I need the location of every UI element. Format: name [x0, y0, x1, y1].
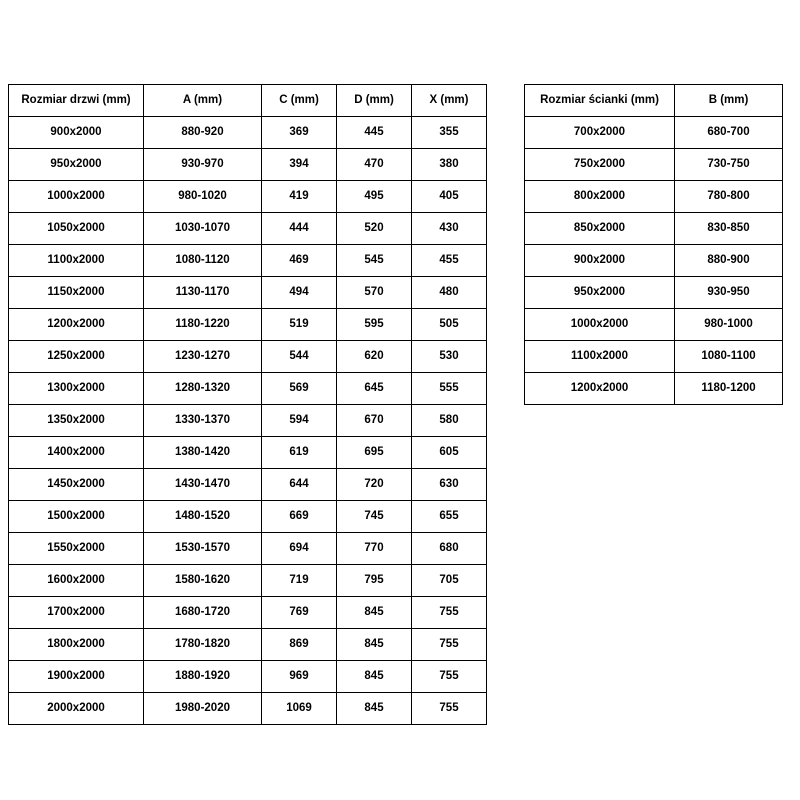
- table-row: [9, 117, 487, 149]
- table-cell: 850x2000: [525, 213, 675, 245]
- table-cell: 1330-1370: [144, 405, 262, 437]
- table-cell: 1530-1570: [144, 533, 262, 565]
- table-cell: 1080-1120: [144, 245, 262, 277]
- table-cell: 1130-1170: [144, 277, 262, 309]
- table-cell: 1600x2000: [9, 565, 144, 597]
- table-cell: 845: [337, 597, 412, 629]
- table-cell: 719: [262, 565, 337, 597]
- table-cell: 1680-1720: [144, 597, 262, 629]
- table-cell: 1000x2000: [525, 309, 675, 341]
- column-header: B (mm): [675, 85, 783, 117]
- column-header: D (mm): [337, 85, 412, 117]
- table-cell: 669: [262, 501, 337, 533]
- table-row: [525, 341, 783, 373]
- table-cell: 780-800: [675, 181, 783, 213]
- table-cell: 1050x2000: [9, 213, 144, 245]
- table-row: [525, 373, 783, 405]
- table-cell: 394: [262, 149, 337, 181]
- table-cell: 1430-1470: [144, 469, 262, 501]
- table-cell: 1180-1220: [144, 309, 262, 341]
- table-row: [9, 309, 487, 341]
- table-header-row: [525, 85, 783, 117]
- table-row: [9, 181, 487, 213]
- table-cell: 680-700: [675, 117, 783, 149]
- table-cell: 880-900: [675, 245, 783, 277]
- table-cell: 769: [262, 597, 337, 629]
- table-row: [9, 341, 487, 373]
- table-cell: 405: [412, 181, 487, 213]
- table-cell: 930-970: [144, 149, 262, 181]
- table-cell: 1150x2000: [9, 277, 144, 309]
- table-cell: 930-950: [675, 277, 783, 309]
- table-cell: 745: [337, 501, 412, 533]
- table-cell: 1400x2000: [9, 437, 144, 469]
- table-row: [9, 437, 487, 469]
- table-cell: 1450x2000: [9, 469, 144, 501]
- column-header: Rozmiar ścianki (mm): [525, 85, 675, 117]
- table-cell: 1080-1100: [675, 341, 783, 373]
- column-header: C (mm): [262, 85, 337, 117]
- table-cell: 544: [262, 341, 337, 373]
- table-row: [525, 213, 783, 245]
- table-row: [9, 405, 487, 437]
- column-header: Rozmiar drzwi (mm): [9, 85, 144, 117]
- table-cell: 580: [412, 405, 487, 437]
- table-row: [9, 629, 487, 661]
- table-cell: 1030-1070: [144, 213, 262, 245]
- table-cell: 1100x2000: [525, 341, 675, 373]
- table-cell: 720: [337, 469, 412, 501]
- table-cell: 980-1000: [675, 309, 783, 341]
- table-cell: 1350x2000: [9, 405, 144, 437]
- table-cell: 969: [262, 661, 337, 693]
- table-cell: 1250x2000: [9, 341, 144, 373]
- table-cell: 1380-1420: [144, 437, 262, 469]
- table-cell: 1550x2000: [9, 533, 144, 565]
- table-cell: 619: [262, 437, 337, 469]
- table-cell: 355: [412, 117, 487, 149]
- table-cell: 595: [337, 309, 412, 341]
- table-cell: 455: [412, 245, 487, 277]
- table-cell: 845: [337, 629, 412, 661]
- walls-table-head: [525, 85, 783, 117]
- table-row: [525, 181, 783, 213]
- table-cell: 630: [412, 469, 487, 501]
- table-cell: 444: [262, 213, 337, 245]
- table-cell: 1480-1520: [144, 501, 262, 533]
- table-cell: 520: [337, 213, 412, 245]
- table-cell: 1200x2000: [9, 309, 144, 341]
- table-cell: 845: [337, 661, 412, 693]
- table-cell: 1230-1270: [144, 341, 262, 373]
- table-cell: 555: [412, 373, 487, 405]
- table-cell: 470: [337, 149, 412, 181]
- table-row: [525, 277, 783, 309]
- table-cell: 605: [412, 437, 487, 469]
- table-row: [9, 245, 487, 277]
- table-cell: 1069: [262, 693, 337, 725]
- table-cell: 1000x2000: [9, 181, 144, 213]
- table-cell: 1700x2000: [9, 597, 144, 629]
- table-cell: 530: [412, 341, 487, 373]
- table-row: [525, 117, 783, 149]
- table-row: [9, 149, 487, 181]
- table-cell: 845: [337, 693, 412, 725]
- walls-table-block: [524, 84, 783, 405]
- table-cell: 519: [262, 309, 337, 341]
- table-cell: 2000x2000: [9, 693, 144, 725]
- table-cell: 869: [262, 629, 337, 661]
- table-cell: 670: [337, 405, 412, 437]
- table-cell: 900x2000: [9, 117, 144, 149]
- table-cell: 1780-1820: [144, 629, 262, 661]
- table-cell: 700x2000: [525, 117, 675, 149]
- table-cell: 1800x2000: [9, 629, 144, 661]
- table-cell: 830-850: [675, 213, 783, 245]
- table-row: [525, 245, 783, 277]
- table-cell: 1580-1620: [144, 565, 262, 597]
- table-row: [9, 501, 487, 533]
- table-cell: 419: [262, 181, 337, 213]
- table-row: [9, 277, 487, 309]
- table-cell: 1180-1200: [675, 373, 783, 405]
- table-cell: 695: [337, 437, 412, 469]
- table-cell: 800x2000: [525, 181, 675, 213]
- table-cell: 569: [262, 373, 337, 405]
- table-cell: 545: [337, 245, 412, 277]
- table-cell: 644: [262, 469, 337, 501]
- table-cell: 570: [337, 277, 412, 309]
- table-cell: 594: [262, 405, 337, 437]
- doors-size-table: [8, 84, 487, 725]
- table-cell: 1200x2000: [525, 373, 675, 405]
- table-cell: 705: [412, 565, 487, 597]
- table-cell: 655: [412, 501, 487, 533]
- table-cell: 755: [412, 661, 487, 693]
- table-cell: 369: [262, 117, 337, 149]
- table-cell: 950x2000: [9, 149, 144, 181]
- table-cell: 645: [337, 373, 412, 405]
- table-cell: 980-1020: [144, 181, 262, 213]
- doors-table-head: [9, 85, 487, 117]
- table-cell: 730-750: [675, 149, 783, 181]
- walls-table-body: [525, 117, 783, 405]
- table-cell: 430: [412, 213, 487, 245]
- table-cell: 770: [337, 533, 412, 565]
- table-cell: 469: [262, 245, 337, 277]
- table-cell: 755: [412, 597, 487, 629]
- table-row: [9, 533, 487, 565]
- table-header-row: [9, 85, 487, 117]
- table-cell: 1980-2020: [144, 693, 262, 725]
- table-row: [9, 213, 487, 245]
- table-row: [9, 597, 487, 629]
- table-row: [9, 693, 487, 725]
- table-cell: 750x2000: [525, 149, 675, 181]
- table-cell: 880-920: [144, 117, 262, 149]
- table-cell: 495: [337, 181, 412, 213]
- table-cell: 1880-1920: [144, 661, 262, 693]
- table-cell: 950x2000: [525, 277, 675, 309]
- table-cell: 795: [337, 565, 412, 597]
- table-cell: 680: [412, 533, 487, 565]
- table-cell: 1280-1320: [144, 373, 262, 405]
- table-cell: 1900x2000: [9, 661, 144, 693]
- doors-table-body: [9, 117, 487, 725]
- wall-size-table: [524, 84, 783, 405]
- table-cell: 1500x2000: [9, 501, 144, 533]
- column-header: A (mm): [144, 85, 262, 117]
- table-cell: 755: [412, 693, 487, 725]
- table-row: [9, 373, 487, 405]
- table-cell: 1300x2000: [9, 373, 144, 405]
- table-cell: 620: [337, 341, 412, 373]
- table-cell: 755: [412, 629, 487, 661]
- table-cell: 505: [412, 309, 487, 341]
- table-cell: 1100x2000: [9, 245, 144, 277]
- doors-table-block: [8, 84, 487, 725]
- table-cell: 445: [337, 117, 412, 149]
- table-row: [9, 469, 487, 501]
- table-cell: 900x2000: [525, 245, 675, 277]
- table-row: [525, 309, 783, 341]
- tables-container: [0, 84, 800, 725]
- table-cell: 480: [412, 277, 487, 309]
- table-row: [525, 149, 783, 181]
- column-header: X (mm): [412, 85, 487, 117]
- table-row: [9, 565, 487, 597]
- table-row: [9, 661, 487, 693]
- table-cell: 694: [262, 533, 337, 565]
- table-cell: 494: [262, 277, 337, 309]
- table-cell: 380: [412, 149, 487, 181]
